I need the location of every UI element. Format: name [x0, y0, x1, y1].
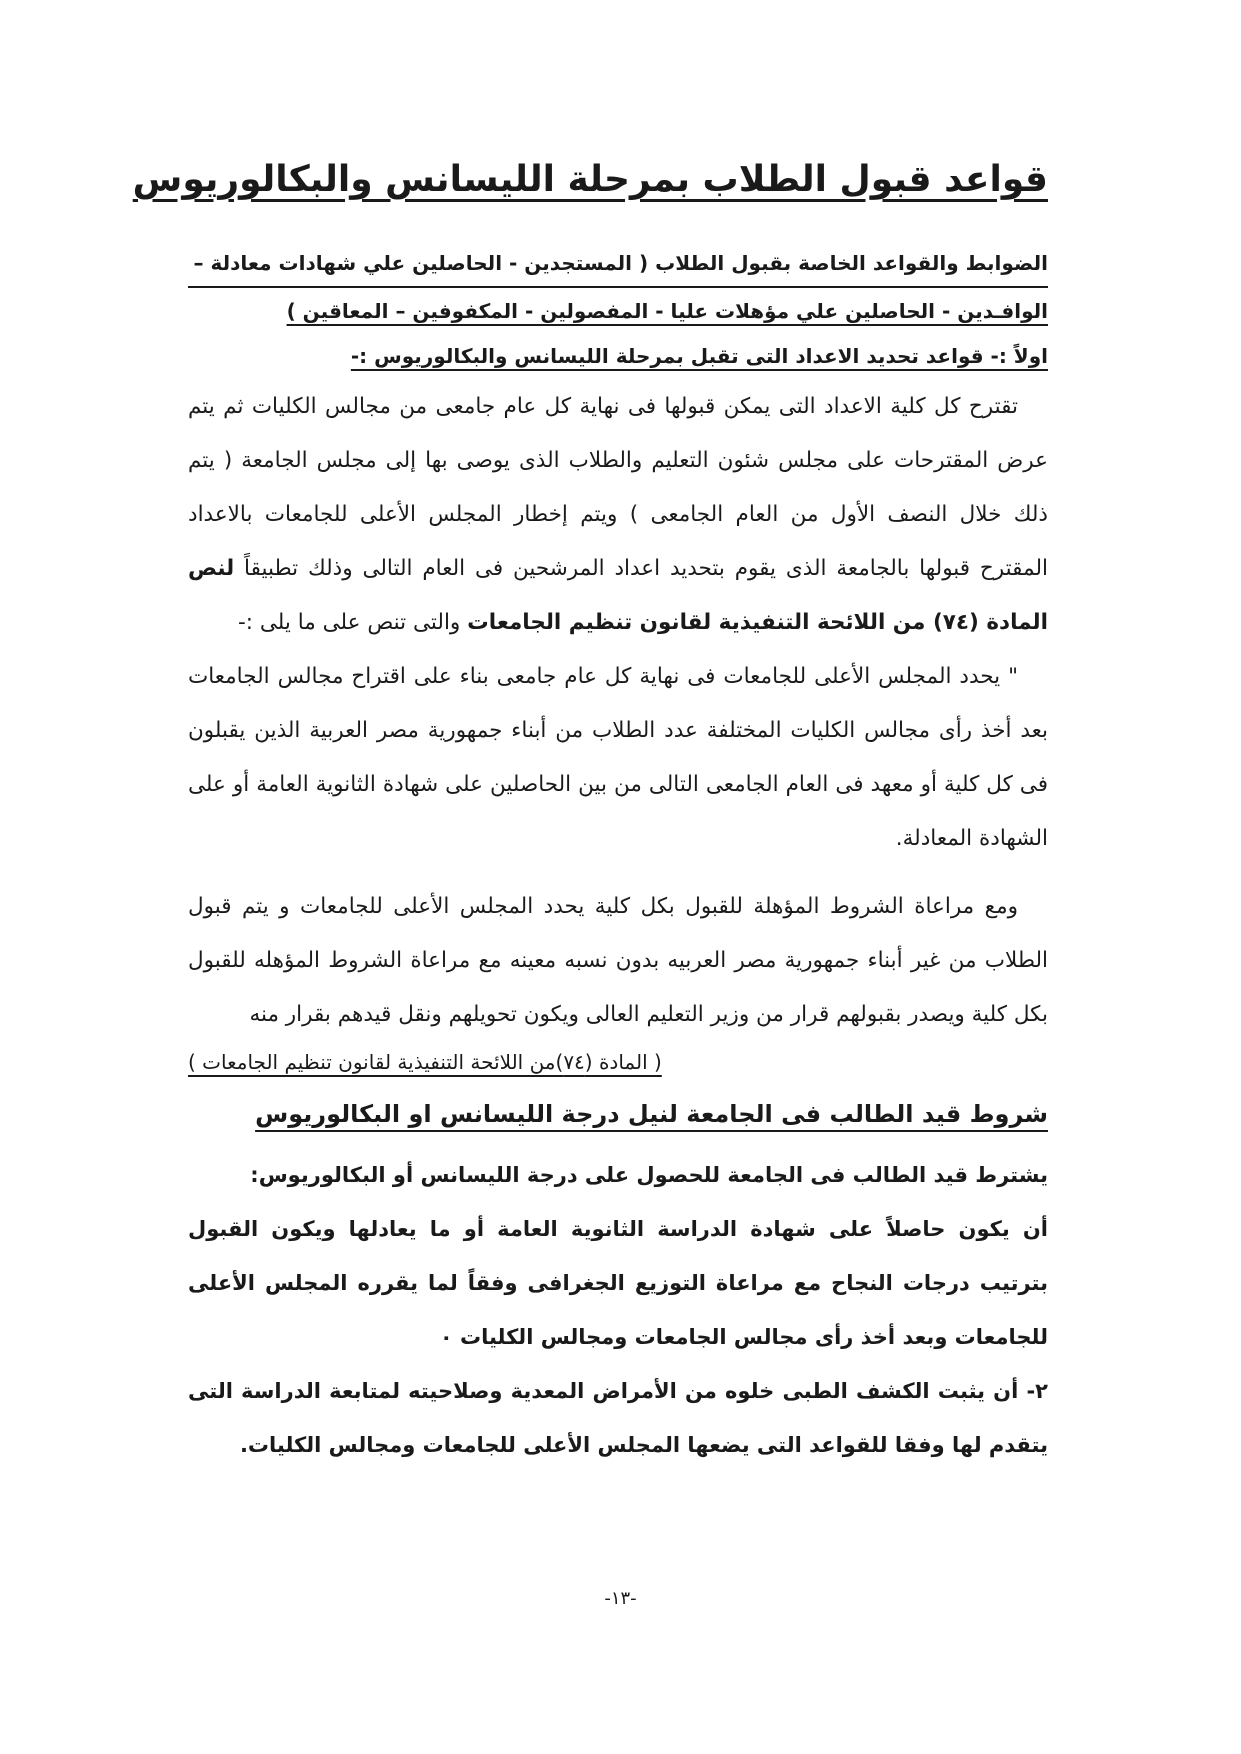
source-reference: ( المادة (٧٤)من اللائحة التنفيذية لقانون تنظيم الجامعات ): [188, 1050, 662, 1074]
enrollment-condition-2: ٢- أن يثبت الكشف الطبى خلوه من الأمراض المعدية وصلاحيته لمتابعة الدراسة التى يتقدم لها وفقا للقواعد التى يضعها المجلس الأعلى للجامعات ومجالس الكليات.: [188, 1379, 1048, 1457]
enrollment-conditions-intro: يشترط قيد الطالب فى الجامعة للحصول على درجة الليسانس أو البكالوريوس:: [250, 1163, 1048, 1187]
paragraph-foreign-students: ومع مراعاة الشروط المؤهلة للقبول بكل كلية يحدد المجلس الأعلى للجامعات و يتم قبول الطلاب من غير أبناء جمهورية مصر العربيه بدون نسبه معينه مع مراعاة الشروط المؤهله للقبول بكل كلية ويصدر بقبولهم قرار من وزير التعليم العالى ويكون تحويلهم ونقل قيدهم بقرار منه: [188, 894, 1048, 1027]
article-74-reference: لنص المادة (٧٤) من اللائحة التنفيذية لقانون تنظيم الجامعات: [188, 556, 1048, 635]
section-2-heading: شروط قيد الطالب فى الجامعة لنيل درجة الليسانس او البكالوريوس: [255, 1100, 1048, 1128]
section-1-heading: اولاً :- قواعد تحديد الاعداد التى تقبل بمرحلة الليسانس والبكالوريوس :-: [350, 344, 1048, 368]
document-page: [132, 150, 1048, 1710]
page-number: -١٣-: [604, 1588, 637, 1609]
page-title: قواعد قبول الطلاب بمرحلة الليسانس والبكالوريوس: [132, 159, 1048, 200]
subheading-line-1: الضوابط والقواعد الخاصة بقبول الطلاب ( المستجدين - الحاصلين علي شهادات معادلة –: [188, 240, 1048, 288]
paragraph-article-quote: " يحدد المجلس الأعلى للجامعات فى نهاية كل عام جامعى بناء على اقتراح مجالس الجامعات بعد أخذ رأى مجالس الكليات المختلفة عدد الطلاب من أبناء جمهورية مصر العربية الذين يقبلون فى كل كلية أو معهد فى العام الجامعى التالى من بين الحاصلين على شهادة الثانوية العامة أو على الشهادة المعادلة.: [188, 664, 1048, 851]
regulations-subheading: [188, 240, 1048, 334]
enrollment-condition-1: أن يكون حاصلاً على شهادة الدراسة الثانوية العامة أو ما يعادلها ويكون القبول بترتيب درجات النجاح مع مراعاة التوزيع الجغرافى وفقاً لما يقرره المجلس الأعلى للجامعات وبعد أخذ رأى مجالس الجامعات ومجالس الكليات ٠: [188, 1217, 1048, 1349]
paragraph-admission-numbers: تقترح كل كلية الاعداد التى يمكن قبولها فى نهاية كل عام جامعى من مجالس الكليات ثم يتم عرض المقترحات على مجلس شئون التعليم والطلاب الذى يوصى بها إلى مجلس الجامعة ( يتم ذلك خلال النصف الأول من العام الجامعى ) ويتم إخطار المجلس الأعلى للجامعات بالاعداد المقترح قبولها بالجامعة الذى يقوم بتحديد اعداد المرشحين فى العام التالى وذلك تطبيقاً لنص المادة (٧٤) من اللائحة التنفيذية لقانون تنظيم الجامعات والتى تنص على ما يلى :-: [188, 394, 1048, 635]
subheading-line-2: الوافـدين - الحاصلين علي مؤهلات عليا - المفصولين - المكفوفين – المعاقين ): [286, 299, 1048, 323]
